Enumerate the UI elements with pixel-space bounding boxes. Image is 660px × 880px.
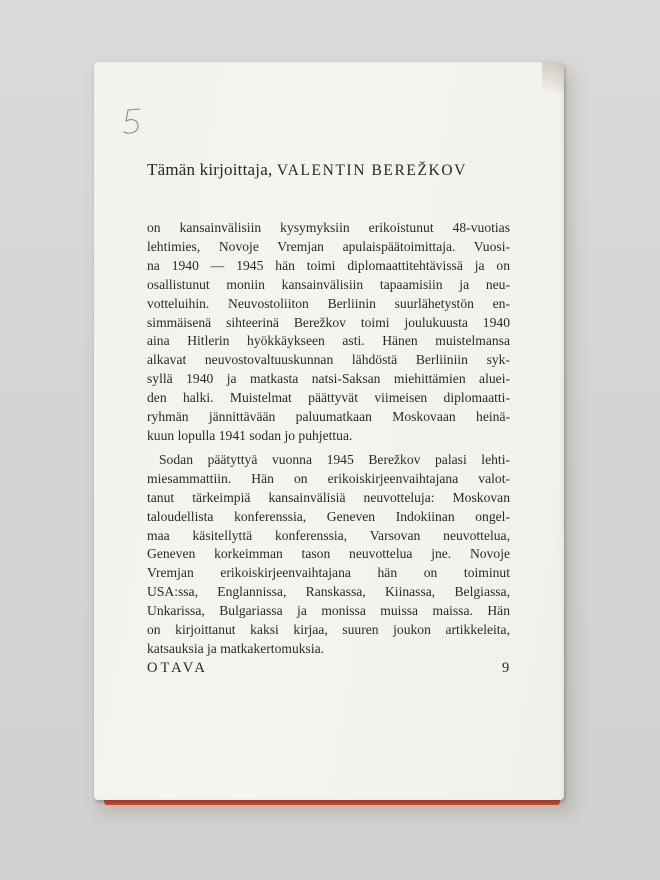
text-line: syllä 1940 ja matkasta natsi-Saksan miehittämien aluei- bbox=[147, 371, 510, 387]
text-line: Geneven korkeimman tason neuvottelua jne. Novoje bbox=[147, 546, 510, 562]
text-line: Sodan päätyttyä vuonna 1945 Berežkov palasi lehti- bbox=[159, 451, 510, 467]
text-line: Unkarissa, Bulgariassa ja monissa muissa maissa. Hän bbox=[147, 603, 510, 619]
text-line: den halki. Muistelmat päättyvät viimeisen diplomaatti- bbox=[147, 390, 510, 406]
cover-wear bbox=[542, 62, 564, 92]
text-line: on kirjoittanut kaksi kirjaa, suuren joukon artikkeleita, bbox=[147, 622, 510, 638]
text-line: ryhmän jännittävään paluumatkaan Moskovaan heinä- bbox=[147, 409, 510, 425]
author-heading bbox=[147, 160, 467, 180]
text-line: on kansainvälisiin kysymyksiin erikoistunut 48-vuotias bbox=[147, 220, 510, 235]
text-line: miesammattiin. Hän on erikoiskirjeenvaihtajana valot- bbox=[147, 470, 510, 486]
text-line: tanut tärkeimpiä kansainvälisiä neuvotteluja: Moskovan bbox=[147, 489, 510, 505]
text-line: maa käsitellyttä konferenssia, Varsovan neuvottelua, bbox=[147, 527, 510, 543]
text-line: katsauksia ja matkakertomuksia. bbox=[147, 640, 325, 656]
heading-intro: Tämän kirjoittaja, bbox=[147, 160, 273, 179]
author-name: VALENTIN BEREŽKOV bbox=[276, 162, 467, 179]
text-line: USA:ssa, Englannissa, Ranskassa, Kiinassa, Belgiassa, bbox=[147, 584, 510, 600]
text-line: alkavat neuvostovaltuuskunnan lähdöstä Berliiniin syk- bbox=[147, 352, 510, 368]
text-line: aina Hitlerin hyökkäykseen asti. Hänen muistelmansa bbox=[147, 333, 510, 349]
text-line: simmäisenä sihteerinä Berežkov toimi joulukuusta 1940 bbox=[147, 314, 510, 330]
text-line: lehtimies, Novoje Vremjan apulaispäätoimittaja. Vuosi- bbox=[147, 238, 510, 254]
book-back-cover bbox=[94, 62, 564, 800]
text-line: kuun lopulla 1941 sodan jo puhjettua. bbox=[147, 427, 353, 443]
paragraph-1 bbox=[147, 219, 510, 446]
paragraph-2 bbox=[147, 451, 510, 659]
publisher-name: OTAVA bbox=[147, 660, 208, 676]
edition-number: 9 bbox=[502, 660, 510, 676]
text-line: Vremjan erikoiskirjeenvaihtajana hän on toiminut bbox=[147, 565, 510, 581]
text-line: taloudellista konferenssia, Geneven Indokiinan ongel- bbox=[147, 508, 510, 524]
text-line: votteluihin. Neuvostoliiton Berliinin suurlähetystön en- bbox=[147, 295, 510, 311]
body-text bbox=[147, 219, 510, 659]
text-line: osallistunut moniin kansainvälisiin tapaamisiin ja neu- bbox=[147, 276, 510, 292]
handwritten-pencil-mark bbox=[114, 102, 154, 142]
text-line: na 1940 — 1945 hän toimi diplomaattitehtävissä ja on bbox=[147, 257, 510, 273]
